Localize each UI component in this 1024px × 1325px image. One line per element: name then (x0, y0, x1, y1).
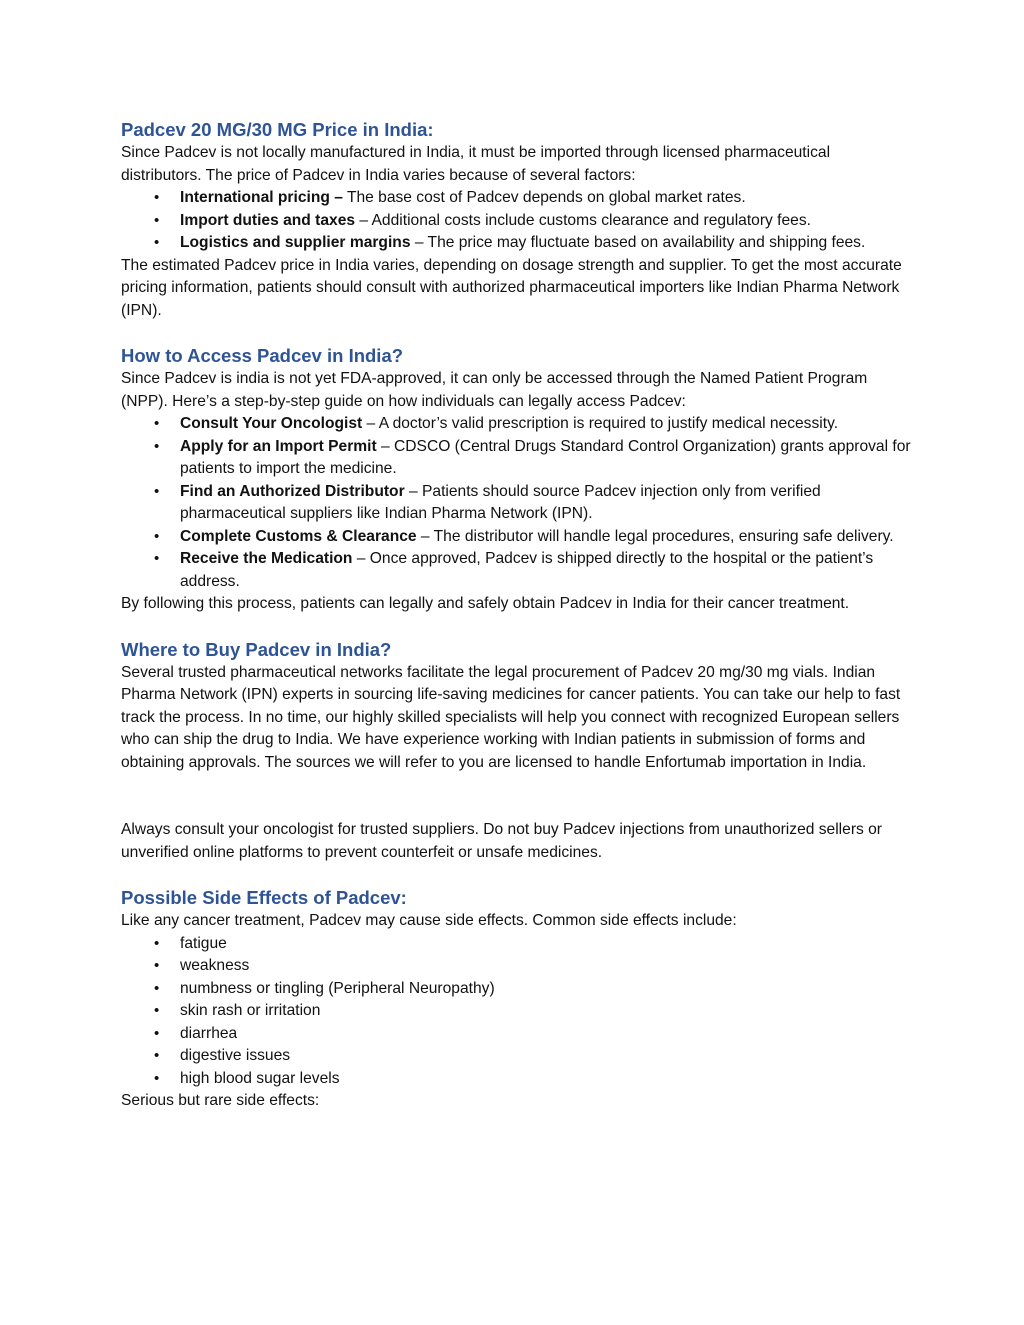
paragraph-spacer (121, 774, 911, 819)
list-item: • fatigue (121, 933, 911, 956)
side-effects-outro: Serious but rare side effects: (121, 1092, 320, 1109)
list-item-text: – The distributor will handle legal procedures, ensuring safe delivery. (416, 527, 894, 545)
list-item-bold: Find an Authorized Distributor (180, 482, 405, 500)
list-item: • high blood sugar levels (121, 1068, 911, 1091)
access-section (121, 344, 911, 616)
buy-paragraph: Several trusted pharmaceutical networks facilitate the legal procurement of Padcev 20 mg/30 mg vials. Indian Pharma Network (IPN) experts in sourcing life-saving medicines for cancer patients. You can take our help to fast track the process. In no time, our highly skilled specialists will help you connect with recognized European sellers who can ship the drug to India. We have experience working with Indian patients in submission of forms and obtaining approvals. The sources we will refer to you are licensed to handle Enfortumab importation in India. (121, 663, 901, 771)
list-item-bold: Apply for an Import Permit (180, 437, 377, 455)
buy-section (121, 638, 911, 865)
list-item-text: – CDSCO (Central Drugs Standard Control Organization) grants approval for patients to import the medicine. (180, 437, 911, 477)
list-item: • weakness (121, 955, 911, 978)
list-item-bold: Logistics and supplier margins (180, 234, 411, 251)
list-item (121, 436, 911, 481)
list-item-bold: Complete Customs & Clearance (180, 527, 417, 545)
list-item-text: – Additional costs include customs clearance and regulatory fees. (355, 211, 811, 229)
price-factors-list (121, 187, 911, 255)
list-item-text: – A doctor’s valid prescription is required to justify medical necessity. (362, 415, 839, 432)
list-item-text: – The price may fluctuate based on availability and shipping fees. (410, 234, 866, 251)
price-heading: Padcev 20 MG/30 MG Price in India: (121, 119, 434, 140)
list-item-bold: Import duties and taxes (180, 211, 356, 229)
list-item (121, 481, 911, 526)
side-effects-section (121, 886, 911, 1113)
list-item (121, 548, 911, 593)
access-intro: Since Padcev is india is not yet FDA-approved, it can only be accessed through the Named Patient Program (NPP). Here’s a step-by-step guide on how individuals can legally access Padcev: (121, 370, 868, 410)
price-outro: The estimated Padcev price in India varies, depending on dosage strength and supplier. To get the most accurate pricing information, patients should consult with authorized pharmaceutical importers like Indian Pharma Network (IPN). (121, 256, 902, 319)
access-outro: By following this process, patients can legally and safely obtain Padcev in India for their cancer treatment. (121, 595, 850, 612)
side-effects-list (121, 933, 911, 1091)
buy-heading: Where to Buy Padcev in India? (121, 638, 392, 660)
access-steps-list (121, 413, 911, 593)
list-item: • digestive issues (121, 1045, 911, 1068)
list-item (121, 232, 911, 255)
side-effects-heading: Possible Side Effects of Padcev: (121, 887, 407, 908)
price-section (121, 118, 911, 322)
list-item (121, 187, 911, 210)
price-intro: Since Padcev is not locally manufactured in India, it must be imported through licensed pharmaceutical distributors. The price of Padcev in India varies because of several factors: (121, 144, 831, 184)
access-heading: How to Access Padcev in India? (121, 345, 404, 366)
list-item-text: The base cost of Padcev depends on global market rates. (342, 189, 746, 206)
buy-warning-paragraph: Always consult your oncologist for trusted suppliers. Do not buy Padcev injections from unauthorized sellers or unverified online platforms to prevent counterfeit or unsafe medicines. (121, 821, 883, 861)
list-item-bold: International pricing – (180, 189, 343, 206)
list-item-bold: Receive the Medication (180, 550, 353, 567)
document-page (121, 118, 911, 1113)
list-item (121, 413, 911, 436)
list-item (121, 210, 911, 233)
side-effects-intro: Like any cancer treatment, Padcev may cause side effects. Common side effects include: (121, 912, 737, 929)
list-item-text: – Patients should source Padcev injection only from verified pharmaceutical suppliers like Indian Pharma Network (IPN). (180, 482, 821, 522)
list-item: • skin rash or irritation (121, 1000, 911, 1023)
list-item-text: – Once approved, Padcev is shipped directly to the hospital or the patient’s address. (180, 550, 874, 590)
list-item: • diarrhea (121, 1023, 911, 1046)
list-item: • numbness or tingling (Peripheral Neuropathy) (121, 978, 911, 1001)
list-item-bold: Consult Your Oncologist (180, 415, 363, 432)
list-item (121, 526, 911, 549)
